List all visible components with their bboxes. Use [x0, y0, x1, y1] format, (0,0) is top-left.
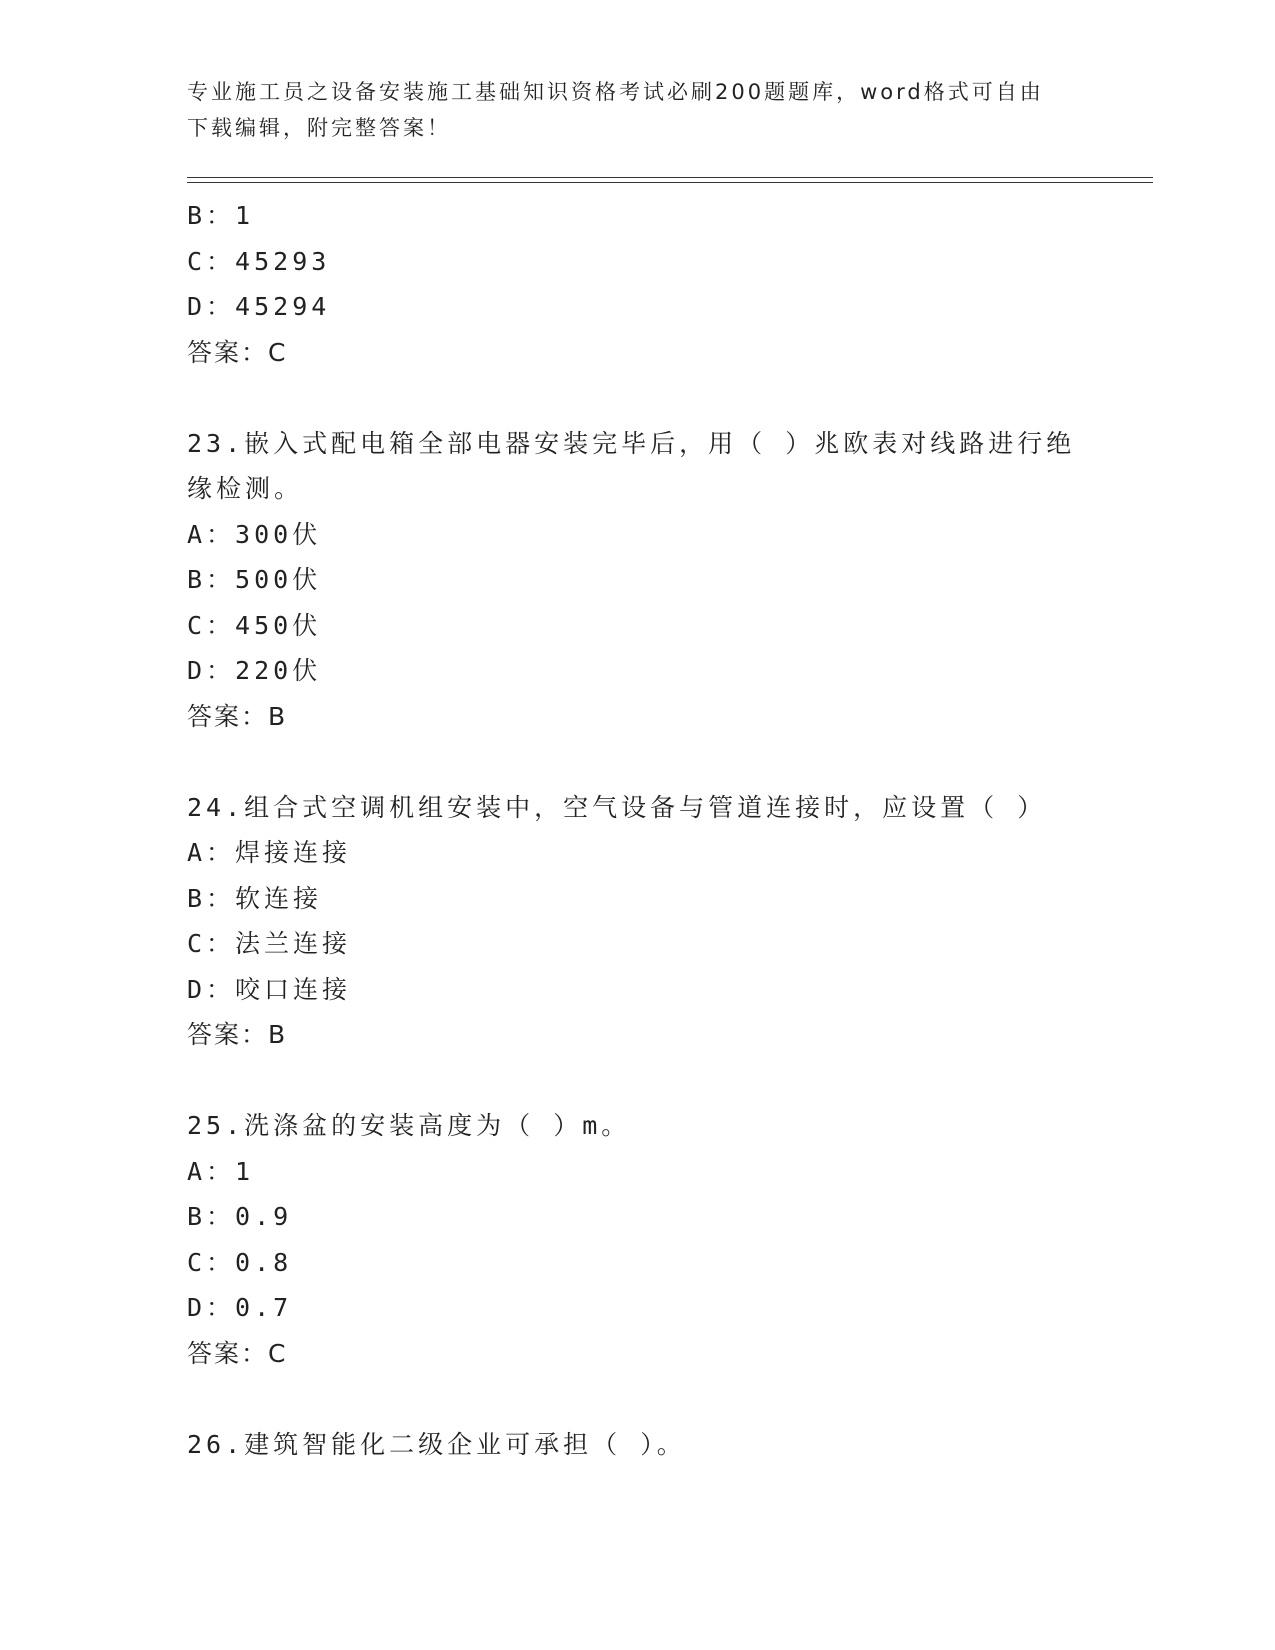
spacer	[187, 375, 1087, 421]
question-block-prev	[187, 193, 1087, 375]
header-divider-top	[187, 177, 1153, 178]
option-a: A：300伏	[187, 519, 322, 549]
question-block-24	[187, 785, 1087, 1058]
document-header	[187, 74, 1087, 146]
question-stem: 26.建筑智能化二级企业可承担（ ）。	[187, 1429, 686, 1459]
option-d: D：220伏	[187, 656, 322, 685]
option-d: D：咬口连接	[187, 974, 352, 1004]
option-c: C：45293	[187, 246, 331, 276]
option-d: D：45294	[187, 292, 331, 321]
header-divider-bottom	[187, 182, 1153, 183]
option-a: A：焊接连接	[187, 838, 352, 867]
header-line-1: 专业施工员之设备安装施工基础知识资格考试必刷200题题库，word格式可自由	[187, 80, 1044, 104]
answer-label: 答案：C	[187, 337, 288, 367]
option-d: D：0.7	[187, 1293, 293, 1322]
question-list	[187, 193, 1087, 1467]
option-a: A：1	[187, 1156, 255, 1186]
question-block-25	[187, 1103, 1087, 1376]
answer-label: 答案：C	[187, 1338, 288, 1368]
option-c: C：450伏	[187, 610, 322, 640]
question-block-26	[187, 1422, 1087, 1468]
option-c: C：法兰连接	[187, 929, 352, 958]
option-b: B：0.9	[187, 1202, 293, 1231]
spacer	[187, 1058, 1087, 1104]
spacer	[187, 1376, 1087, 1422]
spacer	[187, 739, 1087, 785]
option-b: B：500伏	[187, 565, 322, 594]
question-stem-continued: 缘检测。	[187, 474, 304, 503]
question-stem: 25.洗涤盆的安装高度为（ ）m。	[187, 1111, 631, 1140]
question-stem: 24.组合式空调机组安装中，空气设备与管道连接时，应设置（ ）	[187, 792, 1047, 822]
option-c: C：0.8	[187, 1247, 293, 1277]
option-b: B：1	[187, 201, 255, 230]
question-stem: 23.嵌入式配电箱全部电器安装完毕后，用（ ）兆欧表对线路进行绝	[187, 428, 1076, 458]
header-line-2: 下载编辑，附完整答案！	[187, 116, 451, 140]
answer-label: 答案：B	[187, 701, 288, 731]
answer-label: 答案：B	[187, 1020, 288, 1049]
option-b: B：软连接	[187, 883, 323, 913]
question-block-23	[187, 421, 1087, 740]
